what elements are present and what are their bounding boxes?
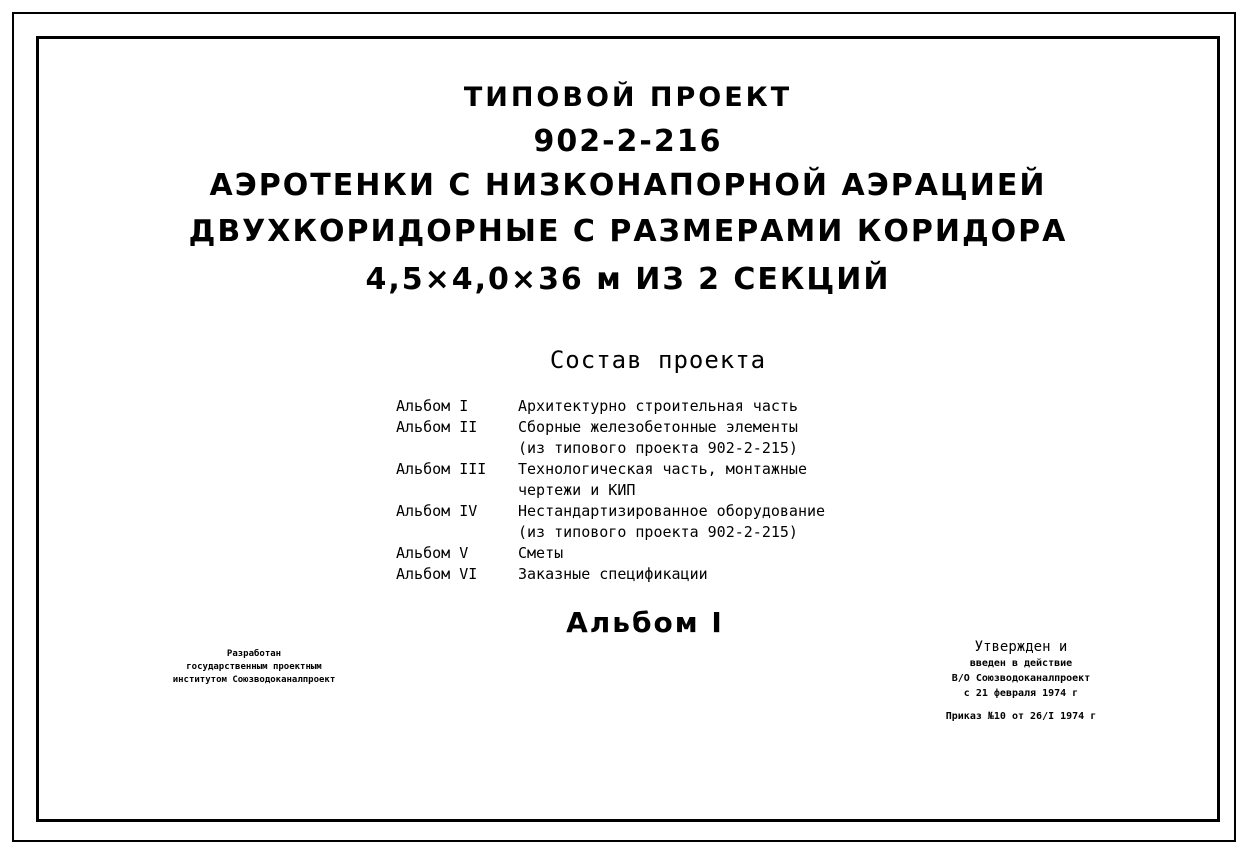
- approval-line: В/О Союзводоканалпроект: [951, 673, 1091, 684]
- album-description: Архитектурно строительная часть: [518, 397, 798, 415]
- album-row: [396, 417, 916, 438]
- current-album-title: Альбом I: [566, 606, 724, 639]
- album-description: Заказные спецификации: [518, 565, 708, 583]
- album-label: Альбом IV: [396, 502, 478, 520]
- title-name-line-1: АЭРОТЕНКИ С НИЗКОНАПОРНОЙ АЭРАЦИЕЙ: [209, 168, 1047, 203]
- approval-date: с 21 февраля 1974 г: [963, 688, 1079, 699]
- album-description: чертежи и КИП: [518, 481, 636, 499]
- album-description: Сборные железобетонные элементы: [518, 418, 798, 436]
- approval-order: Приказ №10 от 26/I 1974 г: [945, 711, 1097, 722]
- approval-line: введен в действие: [969, 658, 1073, 669]
- album-row: [396, 543, 916, 564]
- album-row: [396, 564, 916, 585]
- title-project-number: 902-2-216: [533, 124, 723, 159]
- developer-line: институтом Союзводоканалпроект: [172, 675, 336, 685]
- developer-line: Разработан: [226, 649, 282, 659]
- album-description: Нестандартизированное оборудование: [518, 502, 826, 520]
- album-label: Альбом VI: [396, 565, 478, 583]
- album-row-continued: [396, 522, 916, 543]
- title-type-project: ТИПОВОЙ ПРОЕКТ: [463, 82, 793, 113]
- album-row: [396, 396, 916, 417]
- album-row-continued: [396, 480, 916, 501]
- developer-line: государственным проектным: [186, 662, 322, 672]
- album-description: Сметы: [518, 544, 564, 562]
- album-label: Альбом II: [396, 418, 478, 436]
- title-name-line-2: ДВУХКОРИДОРНЫЕ С РАЗМЕРАМИ КОРИДОРА: [188, 214, 1068, 249]
- developer-block: [104, 648, 404, 687]
- album-list: [396, 396, 916, 585]
- album-label: Альбом V: [396, 544, 469, 562]
- album-row-continued: [396, 438, 916, 459]
- album-description: Технологическая часть, монтажные: [518, 460, 807, 478]
- approval-heading: Утвержден и: [974, 639, 1068, 655]
- approval-block: [916, 638, 1126, 724]
- composition-heading: Состав проекта: [549, 346, 767, 374]
- album-description: (из типового проекта 902-2-215): [518, 523, 798, 541]
- album-label: Альбом III: [396, 460, 487, 478]
- album-description: (из типового проекта 902-2-215): [518, 439, 798, 457]
- album-row: [396, 501, 916, 522]
- album-label: Альбом I: [396, 397, 469, 415]
- album-row: [396, 459, 916, 480]
- title-dimensions: 4,5×4,0×36 м ИЗ 2 СЕКЦИЙ: [365, 262, 891, 297]
